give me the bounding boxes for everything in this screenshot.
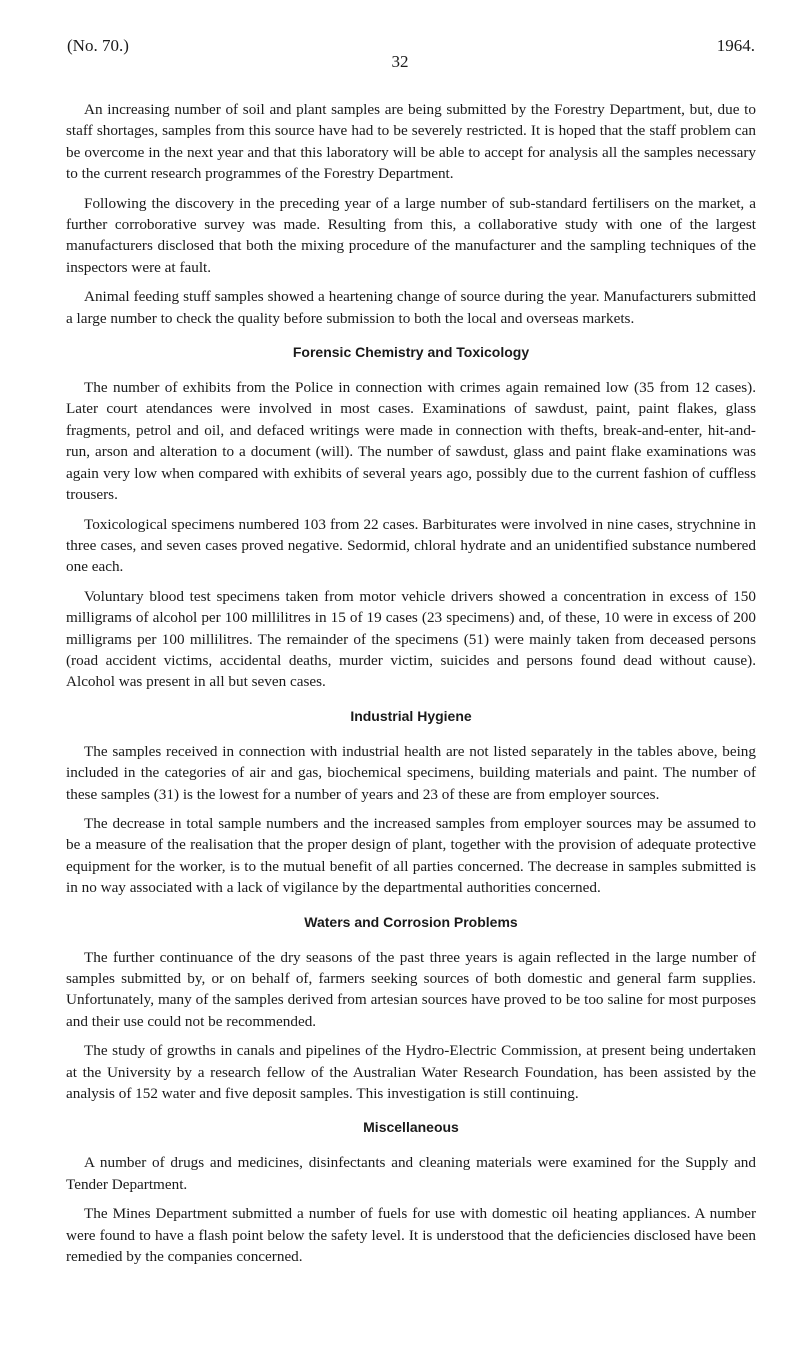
misc-paragraph-2: The Mines Department submitted a number of fuels for use with domestic oil heating appliances. A number were found to have a flash point below the safety level. It is understood that the deficiencies disclosed have been remedied by the companies concerned. <box>66 1205 756 1266</box>
misc-paragraph-1: A number of drugs and medicines, disinfectants and cleaning materials were examined for the Supply and Tender Department. <box>66 1154 756 1193</box>
industrial-paragraph-2: The decrease in total sample numbers and the increased samples from employer sources may be assumed to be a measure of the realisation that the proper design of plant, together with the provision of adequate protective equipment for the worker, is to the mutual benefit of all parties concerned. The decrease in samples submitted is in no way associated with a lack of vigilance by the departmental authorities concerned. <box>66 814 756 897</box>
misc-heading: Miscellaneous <box>363 1119 459 1136</box>
industrial-paragraph-1: The samples received in connection with industrial health are not listed separately in the tables above, being included in the categories of air and gas, biochemical specimens, building materials and paint. The number of these samples (31) is the lowest for a number of years and 23 of these are from employer sources. <box>66 742 756 803</box>
document-number: (No. 70.) <box>67 36 129 55</box>
waters-paragraph-2: The study of growths in canals and pipelines of the Hydro-Electric Commission, at present being undertaken at the University by a research fellow of the Australian Water Research Foundation, has been assisted by the analysis of 152 water and five deposit samples. This investigation is still continuing. <box>66 1042 756 1103</box>
document-body <box>66 99 756 1275</box>
forensic-paragraph-3: Voluntary blood test specimens taken from motor vehicle drivers showed a concentration in excess of 150 milligrams of alcohol per 100 millilitres in 15 of 19 cases (23 specimens) and, of these, 10 were in excess of 200 milligrams per 100 millilitres. The remainder of the specimens (51) were mainly taken from deceased persons (road accident victims, accidental deaths, murder victim, suicides and persons found dead without cause). Alcohol was present in all but seven cases. <box>66 587 756 691</box>
intro-paragraph-3: Animal feeding stuff samples showed a heartening change of source during the year. Manufacturers submitted a large number to check the quality before submission to both the local and overseas markets. <box>66 288 756 327</box>
document-year: 1964. <box>716 36 755 55</box>
page-number: 32 <box>391 52 409 71</box>
waters-heading: Waters and Corrosion Problems <box>304 913 518 930</box>
forensic-paragraph-2: Toxicological specimens numbered 103 from 22 cases. Barbiturates were involved in nine cases, strychnine in three cases, and seven cases proved negative. Sedormid, chloral hydrate and an unidentified substance numbered one each. <box>66 515 756 576</box>
forensic-paragraph-1: The number of exhibits from the Police in connection with crimes again remained low (35 from 12 cases). Later court atendances were involved in most cases. Examinations of sawdust, paint, paint flakes, glass fragments, petrol and oil, and defaced writings were made in connection with thefts, break-and-enter, hit-and-run, arson and alteration to a document (will). The number of sawdust, glass and paint flake examinations was again very low when compared with exhibits of several years ago, possibly due to the current fashion of cuffless trousers. <box>66 379 756 504</box>
industrial-heading: Industrial Hygiene <box>350 707 472 724</box>
intro-paragraph-2: Following the discovery in the preceding year of a large number of sub-standard fertilisers on the market, a further corroborative survey was made. Resulting from this, a collaborative study with one of the largest manufacturers disclosed that both the mixing procedure of the manufacturer and the sampling techniques of the inspectors were at fault. <box>66 194 756 276</box>
waters-paragraph-1: The further continuance of the dry seasons of the past three years is again reflected in the large number of samples submitted by, or on behalf of, farmers seeking sources of both domestic and general farm supplies. Unfortunately, many of the samples derived from artesian sources have proved to be too saline for most purposes and their use could not be recommended. <box>66 948 756 1030</box>
forensic-heading: Forensic Chemistry and Toxicology <box>292 344 530 361</box>
intro-paragraph-1: An increasing number of soil and plant samples are being submitted by the Forestry Department, but, due to staff shortages, samples from this source have had to be severely restricted. It is hoped that the staff problem can be overcome in the next year and that this laboratory will be able to accept for analysis all the samples necessary to the current research programmes of the Forestry Department. <box>66 101 756 183</box>
